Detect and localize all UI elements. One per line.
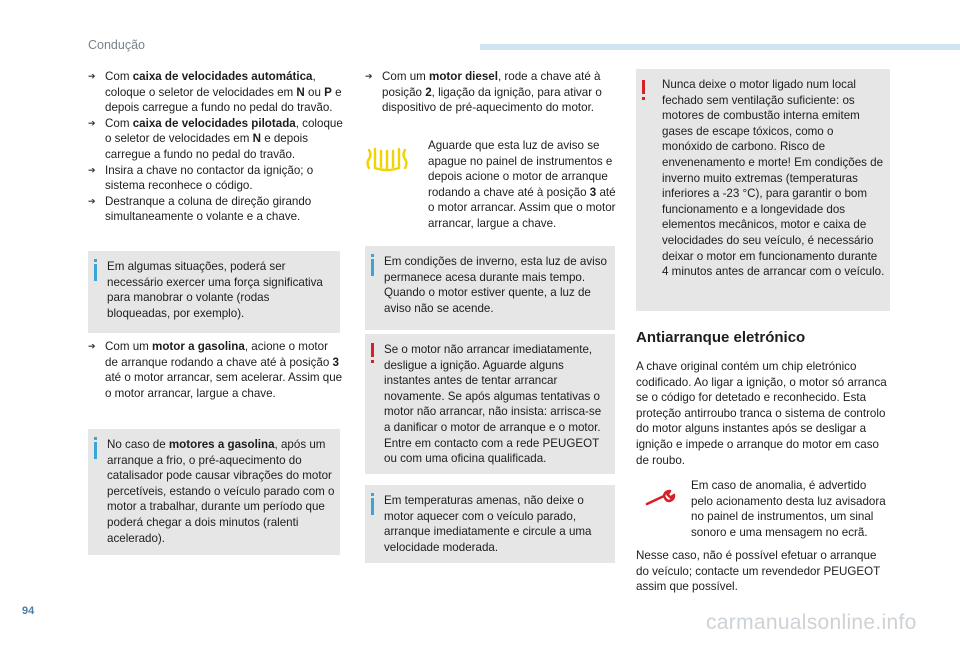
gasoline-start <box>88 339 343 401</box>
wrench-warning-light-icon <box>644 489 676 514</box>
warning-box-start: Se o motor não arrancar imediatamente, desligue a ignição. Aguarde alguns instantes antes de tentar arrancar novamente. Se após algumas tentativas o motor não arrancar, não insista: arrisca-se a danificar o motor de arranque e o motor. Entre em contacto com a rede PEUGEOT ou com uma oficina qualificada. <box>365 334 615 474</box>
warning-box-idle: Nunca deixe o motor ligado num local fechado sem ventilação suficiente: os motores de combustão interna emitem gases de escape tóxicos, como o monóxido de carbono. Risco de envenenamento e morte! Em condições de inverno muito extremas (temperaturas inferiores a -23 °C), para garantir o bom funcionamento e a longevidade dos elementos mecânicos, motor e caixa de velocidades do seu veículo, é necessário deixar o motor em funcionamento durante 4 minutos antes de arrancar com o veículo. <box>636 69 890 311</box>
info-box-catalyst: No caso de motores a gasolina, após um arranque a frio, o pré-aquecimento do catalisador pode causar vibrações do motor percetíveis, estando o veículo parado com o motor a trabalhar, durante um período que poderá chegar a dois minutos (ralenti acelerado). <box>88 429 340 555</box>
bullet-arrow-icon: ➔ <box>88 117 96 128</box>
diesel-start <box>365 69 615 116</box>
section-heading: Antiarranque eletrónico <box>636 329 806 346</box>
list-item <box>88 163 343 194</box>
list-item <box>365 69 615 116</box>
item-text: Insira a chave no contactor da ignição; o sistema reconhece o código. <box>105 163 314 193</box>
info-icon <box>94 264 97 281</box>
bullet-arrow-icon: ➔ <box>88 71 96 81</box>
info-box-steering: Em algumas situações, poderá ser necessário exercer uma força significativa para manobrar o volante (rodas bloqueadas, por exemplo). <box>88 251 340 333</box>
immobiliser-text: A chave original contém um chip eletrónico codificado. Ao ligar a ignição, o motor só arranca se o código for detetado e reconhecido. Esta proteção antirroubo tranca o sistema de controlo do motor alguns instantes após se desligar a ignição e impede o arranque do motor em caso de roubo. <box>636 360 887 467</box>
warning-icon <box>642 80 645 94</box>
list-item <box>88 339 343 401</box>
bullet-arrow-icon: ➔ <box>88 195 96 206</box>
contact-dealer-text: Nesse caso, não é possível efetuar o arranque do veículo; contacte um revendedor PEUGEOT assim que possível. <box>636 549 881 594</box>
info-icon <box>94 442 97 459</box>
bullet-arrow-icon: ➔ <box>88 341 96 351</box>
preheat-warning-light-icon <box>366 146 408 177</box>
item-text: Com caixa de velocidades automática, coloque o seletor de velocidades em N ou P e depois carregue a fundo no pedal do travão. <box>105 70 342 115</box>
item-text: Com caixa de velocidades pilotada, coloque o seletor de velocidades em N e depois carregue a fundo no pedal do travão. <box>105 116 343 161</box>
list-item <box>88 194 343 225</box>
column-1 <box>88 69 343 225</box>
item-text: Destranque a coluna de direção girando simultaneamente o volante e a chave. <box>105 194 312 224</box>
preheat-text: Aguarde que esta luz de aviso se apague no painel de instrumentos e depois acione o motor de arranque rodando a chave até à posição 3 até o motor arrancar. Assim que o motor arrancar, largue a chave. <box>428 139 616 230</box>
watermark: carmanualsonline.info <box>706 611 917 634</box>
header-bar <box>480 44 960 50</box>
warning-icon <box>371 343 374 357</box>
list-item <box>88 69 343 116</box>
section-title: Condução <box>88 38 145 52</box>
info-box-temperature: Em temperaturas amenas, não deixe o motor aquecer com o veículo parado, arranque imediatamente e circule a uma velocidade moderada. <box>365 485 615 563</box>
item-text: Com um motor a gasolina, acione o motor de arranque rodando a chave até à posição 3 até o motor arrancar, sem acelerar. Assim que o motor arrancar, largue a chave. <box>105 340 343 400</box>
info-box-winter: Em condições de inverno, esta luz de aviso permanece acesa durante mais tempo. Quando o motor estiver quente, a luz de aviso não se acende. <box>365 246 615 330</box>
info-icon <box>371 259 374 276</box>
list-item <box>88 116 343 163</box>
item-text: Com um motor diesel, rode a chave até à posição 2, ligação da ignição, para ativar o dispositivo de pré-aquecimento do motor. <box>382 70 602 115</box>
info-icon <box>371 498 374 515</box>
bullet-arrow-icon: ➔ <box>365 71 373 81</box>
page-number: 94 <box>22 605 35 617</box>
anomaly-text: Em caso de anomalia, é advertido pelo acionamento desta luz avisadora no painel de instrumentos, um sinal sonoro e uma mensagem no ecrã. <box>691 479 886 539</box>
bullet-arrow-icon: ➔ <box>88 164 96 175</box>
